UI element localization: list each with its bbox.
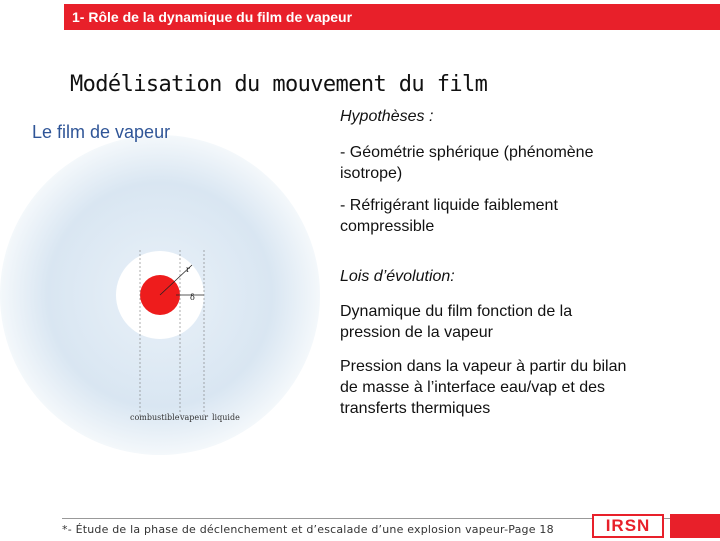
slide-header [64,4,720,30]
radius-symbol: r [186,265,190,274]
slide-subtitle: Modélisation du mouvement du film [70,72,488,97]
label-vapor: vapeur [180,413,209,422]
diagram-label: Le film de vapeur [32,122,171,142]
logo-text: IRSN [605,516,651,535]
footer-text: *- Étude de la phase de déclenchement et d’escalade d’une explosion vapeur-Page 18 [62,523,554,536]
delta-symbol: δ [190,293,195,302]
slide-header-title: 1- Rôle de la dynamique du film de vapeur [72,9,353,25]
label-liquid: liquide [212,413,240,422]
law-item-2: Pression dans la vapeur à partir du bilan de masse à l’interface eau/vap et des transferts thermiques [340,358,627,417]
law-item-1: Dynamique du film fonction de la pression de la vapeur [340,303,573,341]
irsn-logo [592,514,664,538]
hypothesis-item-2: - Réfrigérant liquide faiblement compressible [340,197,558,235]
logo-strip [670,514,720,538]
vapor-film-diagram [0,100,330,500]
label-fuel: combustible [130,413,180,422]
hypothesis-item-1: - Géométrie sphérique (phénomène isotrope) [340,144,594,182]
hypotheses-heading: Hypothèses : [340,108,434,125]
laws-heading: Lois d’évolution: [340,268,455,285]
